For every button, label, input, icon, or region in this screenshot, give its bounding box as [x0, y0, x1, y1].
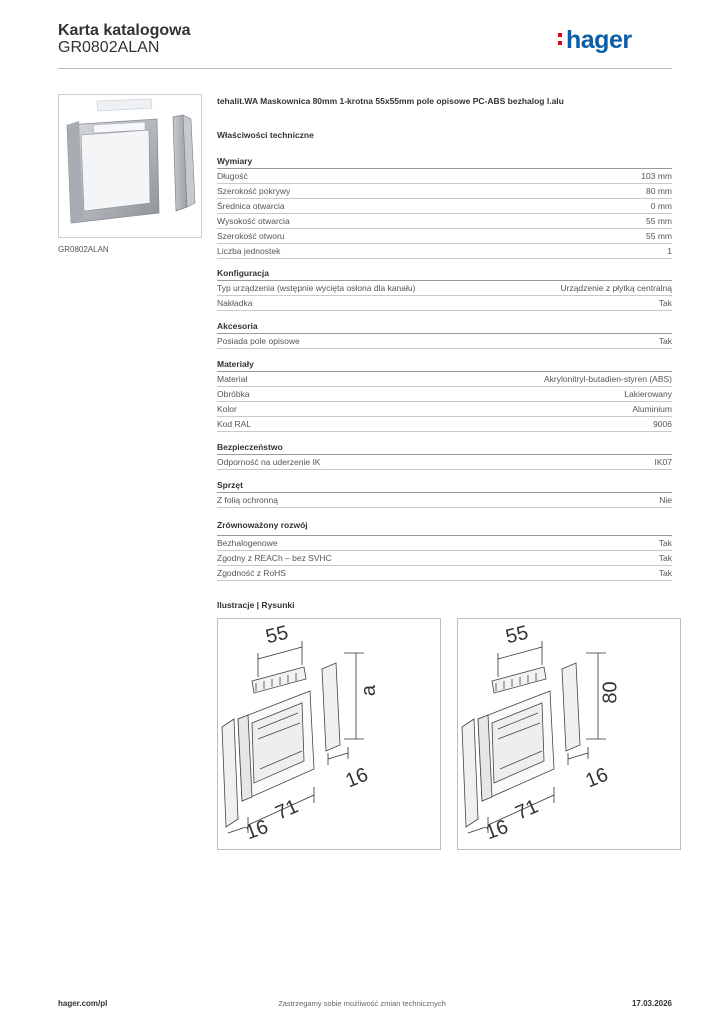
technical-drawing-1 — [217, 618, 441, 850]
spec-label: Bezhalogenowe — [217, 538, 278, 548]
spec-value: Urządzenie z płytką centralną — [560, 283, 672, 293]
product-photo-icon — [59, 95, 201, 237]
spec-value: 55 mm — [646, 216, 672, 226]
spec-label: Materiał — [217, 374, 248, 384]
spec-row — [217, 295, 672, 311]
spec-value: 80 mm — [646, 186, 672, 196]
spec-row — [217, 168, 672, 183]
spec-row — [217, 228, 672, 243]
group-title-accessories: Akcesoria — [217, 321, 258, 331]
spec-label: Długość — [217, 171, 248, 181]
spec-label: Z folią ochronną — [217, 495, 278, 505]
spec-value: Tak — [658, 538, 672, 548]
spec-label: Zgodny z REACh – bez SVHC — [217, 553, 332, 563]
dimension-label: 16 — [582, 763, 612, 793]
dimension-drawing-icon — [218, 619, 440, 849]
spec-row — [217, 333, 672, 349]
dimension-label: 71 — [272, 795, 302, 825]
dimension-label: 16 — [482, 815, 512, 845]
spec-value: Tak — [658, 553, 672, 563]
spec-row — [217, 386, 672, 401]
footer-notice: Zastrzegamy sobie możliwość zmian technicznych — [278, 999, 446, 1008]
group-title-materials: Materiały — [217, 359, 254, 369]
spec-label: Zgodność z RoHS — [217, 568, 286, 578]
spec-row — [217, 401, 672, 416]
dimension-label: 16 — [342, 763, 372, 793]
spec-row — [217, 454, 672, 470]
footer-website-link[interactable]: hager.com/pl — [58, 999, 108, 1008]
product-image — [58, 94, 202, 238]
spec-value: Lakierowany — [624, 389, 672, 399]
group-title-safety: Bezpieczeństwo — [217, 442, 283, 452]
spec-label: Nakładka — [217, 298, 253, 308]
spec-label: Odporność na uderzenie IK — [217, 457, 321, 467]
spec-value: 55 mm — [646, 231, 672, 241]
dimension-label: 80 — [599, 681, 622, 704]
spec-label: Obróbka — [217, 389, 250, 399]
spec-label: Posiada pole opisowe — [217, 336, 300, 346]
group-title-equipment: Sprzęt — [217, 480, 243, 490]
spec-row — [217, 492, 672, 508]
spec-row — [217, 565, 672, 581]
dimension-label: 71 — [512, 795, 542, 825]
spec-value: 1 — [667, 246, 672, 256]
spec-row — [217, 183, 672, 198]
spec-value: Tak — [658, 568, 672, 578]
product-description: tehalit.WA Maskownica 80mm 1-krotna 55x55mm pole opisowe PC-ABS bezhalog l.alu — [217, 96, 564, 106]
dimension-label: 16 — [242, 815, 272, 845]
spec-row — [217, 213, 672, 228]
spec-label: Liczba jednostek — [217, 246, 281, 256]
spec-row — [217, 280, 672, 295]
spec-value: Akrylonitryl-butadien-styren (ABS) — [543, 374, 672, 384]
spec-row — [217, 198, 672, 213]
product-code: GR0802ALAN — [58, 39, 160, 56]
dimension-drawing-icon — [458, 619, 680, 849]
group-title-configuration: Konfiguracja — [217, 268, 269, 278]
group-title-sustainability: Zrównoważony rozwój — [217, 520, 308, 530]
spec-row — [217, 416, 672, 432]
spec-value: 9006 — [653, 419, 672, 429]
spec-label: Kolor — [217, 404, 237, 414]
dimension-label: 55 — [263, 621, 291, 649]
spec-value: IK07 — [654, 457, 672, 467]
spec-label: Typ urządzenia (wstępnie wycięta osłona dla kanału) — [217, 283, 416, 293]
spec-value: 103 mm — [641, 171, 672, 181]
technical-properties-heading: Właściwości techniczne — [217, 130, 314, 140]
illustrations-heading: Ilustracje | Rysunki — [217, 600, 295, 610]
spec-label: Średnica otwarcia — [217, 201, 285, 211]
spec-row — [217, 535, 672, 550]
spec-label: Wysokość otwarcia — [217, 216, 290, 226]
spec-value: Tak — [658, 336, 672, 346]
dimension-label: a — [358, 684, 381, 697]
spec-row — [217, 371, 672, 386]
logo-dots-icon — [558, 33, 563, 49]
dimension-label: 55 — [503, 621, 531, 649]
footer-date: 17.03.2026 — [631, 999, 672, 1008]
spec-row — [217, 550, 672, 565]
spec-value: Nie — [659, 495, 672, 505]
spec-label: Szerokość otworu — [217, 231, 285, 241]
group-title-dimensions: Wymiary — [217, 156, 253, 166]
header-divider — [58, 68, 672, 69]
product-image-caption: GR0802ALAN — [58, 245, 109, 254]
spec-value: Aluminium — [632, 404, 672, 414]
technical-drawing-2 — [457, 618, 681, 850]
document-title: Karta katalogowa — [58, 22, 191, 39]
spec-value: 0 mm — [650, 201, 672, 211]
spec-row — [217, 243, 672, 259]
logo-text: hager — [566, 26, 632, 54]
hager-logo — [566, 26, 632, 55]
spec-value: Tak — [658, 298, 672, 308]
spec-label: Szerokość pokrywy — [217, 186, 291, 196]
spec-label: Kod RAL — [217, 419, 252, 429]
